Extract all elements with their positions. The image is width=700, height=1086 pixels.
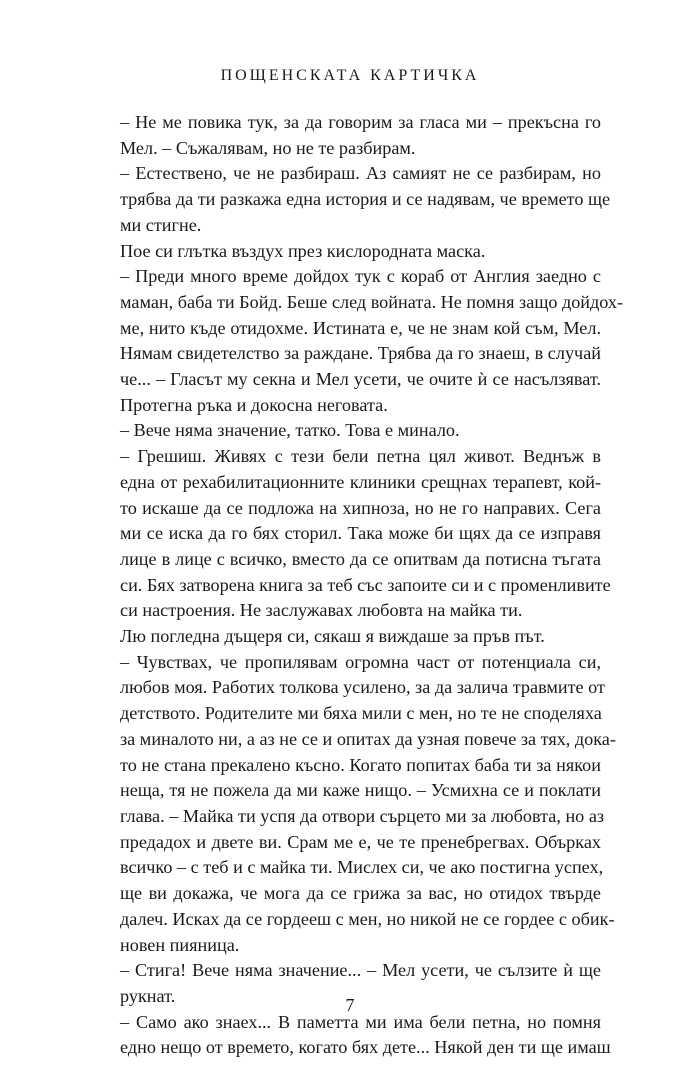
paragraph [99, 239, 601, 265]
text-line: една от рехабилитационните клиники срещнах терапевт, кой- [120, 471, 601, 492]
paragraph [99, 110, 601, 161]
text-line: – Естествено, че не разбираш. Аз самият не се разбирам, но [120, 163, 601, 184]
text-line: си настроения. Не заслужавах любовта на майка ти. [120, 600, 523, 621]
text-line: то не стана прекалено късно. Когато попитах баба ти за някои [120, 754, 601, 775]
text-line: детството. Родителите ми бяха мили с мен, но те не споделяха [120, 703, 602, 724]
text-line: – Грешиш. Живях с тези бели петна цял живот. Веднъж в [120, 446, 601, 467]
text-line: – Чувствах, че пропилявам огромна част от потенциала си, [120, 651, 601, 672]
text-line: – Само ако знаех... В паметта ми има бели петна, но помня [120, 1011, 601, 1032]
paragraph [99, 1010, 611, 1061]
text-line: ми стигне. [120, 214, 202, 235]
text-line: рукнат. [120, 985, 176, 1006]
text-line: Мел. – Съжалявам, но не те разбирам. [120, 137, 416, 158]
text-line: Нямам свидетелство за раждане. Трябва да го знаеш, в случай [120, 343, 601, 364]
page-number: 7 [345, 995, 355, 1015]
text-line: Лю погледна дъщеря си, сякаш я виждаше за пръв път. [120, 626, 545, 647]
paragraph [99, 418, 601, 444]
paragraph [99, 624, 601, 650]
text-line: – Преди много време дойдох тук с кораб от Англия заедно с [120, 266, 601, 287]
text-line: Пое си глътка въздух през кислородната маска. [120, 240, 486, 261]
paragraph [99, 161, 611, 238]
text-line: – Стига! Вече няма значение... – Мел усети, че сълзите ѝ ще [120, 960, 601, 981]
text-line: предадох и двете ви. Срам ме е, че те пренебрегвах. Обърках [120, 831, 601, 852]
text-line: ми се иска да го бях сторил. Така може би щях да се изправя [120, 523, 601, 544]
text-line: лице в лице с всичко, вместо да се опитвам да потисна тъгата [120, 548, 601, 569]
text-line: всичко – с теб и с майка ти. Мислех си, че ако постигна успех, [120, 857, 604, 878]
text-line: – Не ме повика тук, за да говорим за гласа ми – прекъсна го [120, 112, 601, 132]
text-line: трябва да ти разкажа една история и се надявам, че времето ще [120, 189, 611, 210]
text-line: си. Бях затворена книга за теб със запоите си и с променливите [120, 574, 611, 595]
text-line: ще ви докажа, че мога да се грижа за вас, но отидох твърде [120, 883, 601, 904]
text-line: то искаше да се подложа на хипноза, но не го направих. Сега [120, 497, 601, 518]
text-line: неща, тя не пожела да ми каже нищо. – Усмихна се и поклати [120, 780, 601, 801]
text-line: че... – Гласът му секна и Мел усети, че очите ѝ се насълзяват. [120, 369, 601, 390]
running-head: ПОЩЕНСКАТА КАРТИЧКА [220, 67, 480, 84]
body-text [99, 110, 624, 1061]
text-line: маман, баба ти Бойд. Беше след войната. Не помня защо дойдох- [120, 291, 624, 312]
text-line: Протегна ръка и докосна неговата. [120, 394, 388, 415]
paragraph [99, 264, 624, 418]
paragraph [99, 444, 611, 624]
text-line: любов моя. Работих толкова усилено, за да залича травмите от [120, 677, 605, 698]
paragraph [99, 650, 616, 958]
text-line: далеч. Исках да се гордееш с мен, но никой не се гордее с обик- [120, 908, 615, 929]
text-line: – Вече няма значение, татко. Това е минало. [120, 420, 460, 441]
text-line: ме, нито къде отидохме. Истината е, че не знам кой съм, Мел. [120, 317, 601, 338]
text-line: глава. – Майка ти успя да отвори сърцето ми за любовта, но аз [120, 805, 605, 826]
text-line: за миналото ни, а аз не се и опитах да узная повече за тях, дока- [120, 728, 616, 749]
text-line: едно нещо от времето, когато бях дете... Някой ден ти ще имаш [120, 1037, 611, 1058]
text-line: новен пияница. [120, 934, 240, 955]
